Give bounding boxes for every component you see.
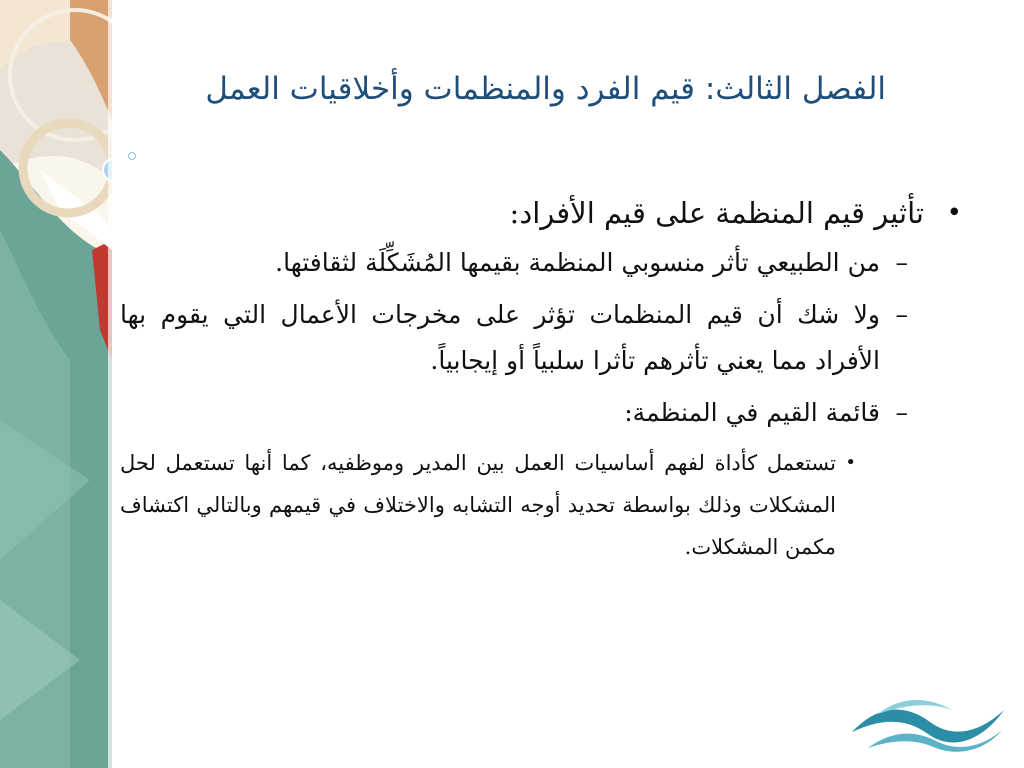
slide-title: الفصل الثالث: قيم الفرد والمنظمات وأخلاقيات العمل [205,71,886,107]
bullet-text: من الطبيعي تأثر منسوبي المنظمة بقيمها المُشَكِّلَة لثقافتها. [275,248,880,277]
bullet-text: تأثير قيم المنظمة على قيم الأفراد: [509,196,924,230]
dash-marker: – [895,398,908,427]
bullet-level2 [120,390,968,436]
bullet-marker: • [845,452,856,473]
slide-content [120,190,968,568]
bullet-text: تستعمل كأداة لفهم أساسيات العمل بين المدير وموظفيه، كما أنها تستعمل لحل المشكلات وذلك بواسطة تحديد أوجه التشابه والاختلاف في قيمهم وبالتالي اكتشاف مكمن المشكلات. [120,451,836,559]
bullet-text: ولا شك أن قيم المنظمات تؤثر على مخرجات الأعمال التي يقوم بها الأفراد مما يعني تأثرهم تأثرا سلبياً أو إيجابياً. [120,300,880,375]
bullet-marker: • [946,198,962,228]
bullet-level2 [120,240,968,286]
bullet-level3 [120,442,968,568]
bullet-text: قائمة القيم في المنظمة: [624,398,880,427]
decorative-side-artwork [0,0,112,768]
wave-logo-icon [848,690,1008,752]
bullet-level2 [120,292,968,384]
dash-marker: – [895,248,908,277]
bullet-level1 [120,190,968,236]
small-bubble-icon [126,150,138,162]
dash-marker: – [895,300,908,329]
